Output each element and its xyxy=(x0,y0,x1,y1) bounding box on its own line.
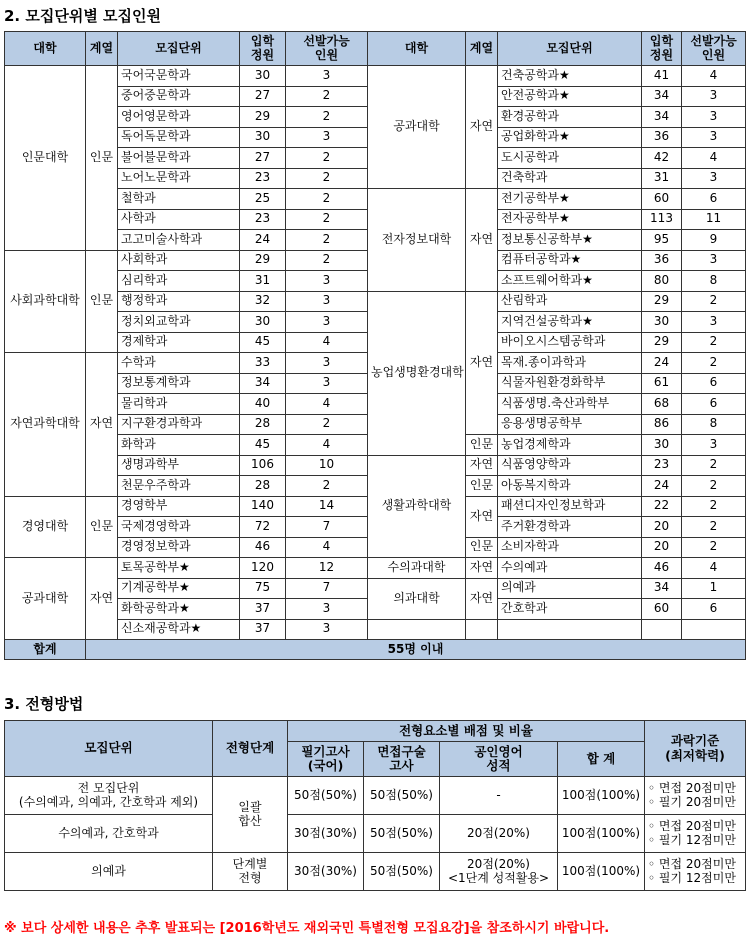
header-fail: 과락기준 (최저학력) xyxy=(645,721,746,777)
quota-cell: 29 xyxy=(240,107,286,128)
selectable-cell: 2 xyxy=(286,209,368,230)
unit-cell: 건축학과 xyxy=(498,168,642,189)
field-cell: 인문 xyxy=(466,537,498,558)
selectable-cell: 2 xyxy=(286,107,368,128)
unit-cell: 식물자원환경화학부 xyxy=(498,373,642,394)
unit-cell: 화학과 xyxy=(118,435,240,456)
unit-cell: 물리학과 xyxy=(118,394,240,415)
selectable-cell: 8 xyxy=(682,271,746,292)
unit-cell: 고고미술사학과 xyxy=(118,230,240,251)
t2-sum: 100점(100%) xyxy=(558,853,645,891)
field-cell: 인문 xyxy=(86,250,118,353)
empty-cell xyxy=(466,619,498,640)
field-cell: 자연 xyxy=(466,496,498,537)
quota-cell: 28 xyxy=(240,476,286,497)
selectable-cell: 4 xyxy=(682,66,746,87)
quota-cell: 30 xyxy=(642,312,682,333)
selectable-cell: 14 xyxy=(286,496,368,517)
unit-cell: 목재.종이과학과 xyxy=(498,353,642,374)
unit-cell: 아동복지학과 xyxy=(498,476,642,497)
t2-written: 30점(30%) xyxy=(288,815,364,853)
notice-text: ※ 보다 상세한 내용은 추후 발표되는 [2016학년도 재외국민 특별전형 모집요강]을 참조하시기 바랍니다. xyxy=(4,921,610,936)
t2-stage: 일괄 합산 xyxy=(213,777,288,853)
selectable-cell: 3 xyxy=(286,66,368,87)
selectable-cell: 12 xyxy=(286,558,368,579)
quota-cell: 23 xyxy=(240,209,286,230)
selectable-cell: 2 xyxy=(682,517,746,538)
quota-cell: 34 xyxy=(642,86,682,107)
selectable-cell: 2 xyxy=(286,148,368,169)
quota-cell: 29 xyxy=(240,250,286,271)
header-quota: 입학 정원 xyxy=(240,32,286,66)
header-unit: 모집단위 xyxy=(498,32,642,66)
quota-cell: 29 xyxy=(642,332,682,353)
selectable-cell: 4 xyxy=(682,148,746,169)
quota-cell: 28 xyxy=(240,414,286,435)
header-interview: 면접구술 고사 xyxy=(364,742,440,777)
selectable-cell: 6 xyxy=(682,373,746,394)
unit-cell: 행정학과 xyxy=(118,291,240,312)
selectable-cell: 2 xyxy=(682,332,746,353)
unit-cell: 농업경제학과 xyxy=(498,435,642,456)
quota-cell: 46 xyxy=(642,558,682,579)
t2-written: 50점(50%) xyxy=(288,777,364,815)
field-cell: 인문 xyxy=(86,496,118,558)
selectable-cell: 3 xyxy=(682,107,746,128)
header-field: 계열 xyxy=(86,32,118,66)
t2-unit: 전 모집단위 (수의예과, 의예과, 간호학과 제외) xyxy=(5,777,213,815)
selectable-cell: 2 xyxy=(286,476,368,497)
unit-cell: 기계공학부★ xyxy=(118,578,240,599)
section-2-title: 2. 모집단위별 모집인원 xyxy=(4,7,161,25)
quota-cell: 37 xyxy=(240,619,286,640)
selection-method-table xyxy=(4,720,746,891)
unit-cell: 수학과 xyxy=(118,353,240,374)
selectable-cell: 4 xyxy=(286,332,368,353)
quota-cell: 80 xyxy=(642,271,682,292)
unit-cell: 영어영문학과 xyxy=(118,107,240,128)
quota-cell: 120 xyxy=(240,558,286,579)
quota-cell: 20 xyxy=(642,537,682,558)
field-cell: 자연 xyxy=(466,578,498,619)
unit-cell: 생명과학부 xyxy=(118,455,240,476)
college-cell: 자연과학대학 xyxy=(5,353,86,497)
t2-unit: 수의예과, 간호학과 xyxy=(5,815,213,853)
t2-fail: ◦ 면접 20점미만 ◦ 필기 12점미만 xyxy=(645,853,746,891)
quota-cell: 40 xyxy=(240,394,286,415)
quota-cell: 60 xyxy=(642,189,682,210)
field-cell: 자연 xyxy=(86,558,118,640)
quota-cell: 24 xyxy=(240,230,286,251)
college-cell: 경영대학 xyxy=(5,496,86,558)
quota-cell: 42 xyxy=(642,148,682,169)
quota-cell: 27 xyxy=(240,148,286,169)
selectable-cell: 4 xyxy=(682,558,746,579)
college-cell: 공과대학 xyxy=(368,66,466,189)
unit-cell: 심리학과 xyxy=(118,271,240,292)
unit-cell: 컴퓨터공학과★ xyxy=(498,250,642,271)
header-stage: 전형단계 xyxy=(213,721,288,777)
unit-cell: 중어중문학과 xyxy=(118,86,240,107)
unit-cell: 국제경영학과 xyxy=(118,517,240,538)
t2-interview: 50점(50%) xyxy=(364,777,440,815)
header-college: 대학 xyxy=(368,32,466,66)
selectable-cell: 3 xyxy=(682,127,746,148)
field-cell: 자연 xyxy=(466,291,498,435)
unit-cell: 신소재공학과★ xyxy=(118,619,240,640)
selectable-cell: 2 xyxy=(682,537,746,558)
total-row xyxy=(5,640,746,660)
unit-cell: 소비자학과 xyxy=(498,537,642,558)
quota-cell: 33 xyxy=(240,353,286,374)
header-unit: 모집단위 xyxy=(5,721,213,777)
field-cell: 인문 xyxy=(86,66,118,251)
empty-cell xyxy=(368,619,466,640)
table-row xyxy=(5,66,746,87)
selectable-cell: 3 xyxy=(682,86,746,107)
quota-table xyxy=(4,31,746,660)
section-3-title: 3. 전형방법 xyxy=(4,695,84,713)
selectable-cell: 2 xyxy=(682,455,746,476)
field-cell: 자연 xyxy=(466,455,498,476)
field-cell: 자연 xyxy=(466,66,498,189)
selectable-cell: 1 xyxy=(682,578,746,599)
selectable-cell: 3 xyxy=(286,271,368,292)
college-cell: 공과대학 xyxy=(5,558,86,640)
selectable-cell: 3 xyxy=(682,435,746,456)
selectable-cell: 4 xyxy=(286,537,368,558)
selectable-cell: 7 xyxy=(286,517,368,538)
college-cell: 사회과학대학 xyxy=(5,250,86,353)
quota-cell: 34 xyxy=(642,107,682,128)
quota-cell: 106 xyxy=(240,455,286,476)
selectable-cell: 6 xyxy=(682,189,746,210)
t2-unit: 의예과 xyxy=(5,853,213,891)
field-cell: 자연 xyxy=(466,558,498,579)
quota-cell: 36 xyxy=(642,127,682,148)
unit-cell: 사학과 xyxy=(118,209,240,230)
selectable-cell: 2 xyxy=(286,230,368,251)
unit-cell: 노어노문학과 xyxy=(118,168,240,189)
selectable-cell: 9 xyxy=(682,230,746,251)
unit-cell: 경영학부 xyxy=(118,496,240,517)
unit-cell: 화학공학과★ xyxy=(118,599,240,620)
quota-cell: 24 xyxy=(642,476,682,497)
table-row xyxy=(5,558,746,579)
quota-cell: 30 xyxy=(240,127,286,148)
t2-fail: ◦ 면접 20점미만 ◦ 필기 12점미만 xyxy=(645,815,746,853)
header-college: 대학 xyxy=(5,32,86,66)
field-cell: 인문 xyxy=(466,435,498,456)
unit-cell: 간호학과 xyxy=(498,599,642,620)
field-cell: 인문 xyxy=(466,476,498,497)
quota-cell: 68 xyxy=(642,394,682,415)
selectable-cell: 10 xyxy=(286,455,368,476)
selectable-cell: 6 xyxy=(682,599,746,620)
header-element-group: 전형요소별 배점 및 비율 xyxy=(288,721,645,742)
unit-cell: 국어국문학과 xyxy=(118,66,240,87)
selectable-cell: 3 xyxy=(286,353,368,374)
quota-cell: 46 xyxy=(240,537,286,558)
quota-cell: 25 xyxy=(240,189,286,210)
college-cell: 생활과학대학 xyxy=(368,455,466,558)
header-field: 계열 xyxy=(466,32,498,66)
t2-interview: 50점(50%) xyxy=(364,853,440,891)
unit-cell: 천문우주학과 xyxy=(118,476,240,497)
quota-cell: 75 xyxy=(240,578,286,599)
selectable-cell: 7 xyxy=(286,578,368,599)
college-cell: 인문대학 xyxy=(5,66,86,251)
quota-cell: 60 xyxy=(642,599,682,620)
empty-cell xyxy=(682,619,746,640)
quota-cell: 32 xyxy=(240,291,286,312)
unit-cell: 지구환경과학과 xyxy=(118,414,240,435)
quota-cell: 30 xyxy=(642,435,682,456)
unit-cell: 식품생명.축산과학부 xyxy=(498,394,642,415)
unit-cell: 독어독문학과 xyxy=(118,127,240,148)
unit-cell: 건축공학과★ xyxy=(498,66,642,87)
quota-cell: 27 xyxy=(240,86,286,107)
selectable-cell: 2 xyxy=(682,353,746,374)
field-cell: 자연 xyxy=(86,353,118,497)
quota-cell: 31 xyxy=(240,271,286,292)
selectable-cell: 2 xyxy=(286,250,368,271)
quota-cell: 61 xyxy=(642,373,682,394)
quota-cell: 20 xyxy=(642,517,682,538)
header-english: 공인영어 성적 xyxy=(440,742,558,777)
selectable-cell: 8 xyxy=(682,414,746,435)
header-selectable: 선발가능 인원 xyxy=(286,32,368,66)
unit-cell: 사회학과 xyxy=(118,250,240,271)
selectable-cell: 3 xyxy=(286,373,368,394)
quota-cell: 34 xyxy=(642,578,682,599)
header-sum: 합 계 xyxy=(558,742,645,777)
unit-cell: 정치외교학과 xyxy=(118,312,240,333)
selectable-cell: 3 xyxy=(682,312,746,333)
quota-cell: 86 xyxy=(642,414,682,435)
selectable-cell: 3 xyxy=(286,312,368,333)
unit-cell: 소프트웨어학과★ xyxy=(498,271,642,292)
quota-cell: 95 xyxy=(642,230,682,251)
college-cell: 수의과대학 xyxy=(368,558,466,579)
selectable-cell: 2 xyxy=(682,476,746,497)
selectable-cell: 11 xyxy=(682,209,746,230)
t2-written: 30점(30%) xyxy=(288,853,364,891)
selectable-cell: 2 xyxy=(682,291,746,312)
empty-cell xyxy=(498,619,642,640)
selectable-cell: 3 xyxy=(286,619,368,640)
quota-cell: 31 xyxy=(642,168,682,189)
selectable-cell: 2 xyxy=(682,496,746,517)
quota-cell: 45 xyxy=(240,435,286,456)
unit-cell: 주거환경학과 xyxy=(498,517,642,538)
selectable-cell: 3 xyxy=(682,250,746,271)
selectable-cell: 2 xyxy=(286,414,368,435)
total-value: 55명 이내 xyxy=(86,640,746,660)
selectable-cell: 2 xyxy=(286,168,368,189)
quota-cell: 37 xyxy=(240,599,286,620)
unit-cell: 바이오시스템공학과 xyxy=(498,332,642,353)
unit-cell: 정보통계학과 xyxy=(118,373,240,394)
unit-cell: 공업화학과★ xyxy=(498,127,642,148)
quota-cell: 113 xyxy=(642,209,682,230)
selectable-cell: 2 xyxy=(286,86,368,107)
t2-english: 20점(20%) <1단계 성적활용> xyxy=(440,853,558,891)
unit-cell: 지역건설공학과★ xyxy=(498,312,642,333)
unit-cell: 안전공학과★ xyxy=(498,86,642,107)
selectable-cell: 2 xyxy=(286,189,368,210)
quota-cell: 23 xyxy=(240,168,286,189)
unit-cell: 의예과 xyxy=(498,578,642,599)
selectable-cell: 6 xyxy=(682,394,746,415)
quota-cell: 22 xyxy=(642,496,682,517)
header-unit: 모집단위 xyxy=(118,32,240,66)
quota-cell: 30 xyxy=(240,312,286,333)
quota-cell: 41 xyxy=(642,66,682,87)
quota-cell: 24 xyxy=(642,353,682,374)
unit-cell: 식품영양학과 xyxy=(498,455,642,476)
t2-sum: 100점(100%) xyxy=(558,777,645,815)
t2-fail: ◦ 면접 20점미만 ◦ 필기 20점미만 xyxy=(645,777,746,815)
quota-cell: 30 xyxy=(240,66,286,87)
unit-cell: 도시공학과 xyxy=(498,148,642,169)
unit-cell: 경제학과 xyxy=(118,332,240,353)
quota-cell: 36 xyxy=(642,250,682,271)
header-quota: 입학 정원 xyxy=(642,32,682,66)
total-label: 합계 xyxy=(5,640,86,660)
college-cell: 의과대학 xyxy=(368,578,466,619)
unit-cell: 응용생명공학부 xyxy=(498,414,642,435)
selectable-cell: 4 xyxy=(286,394,368,415)
t2-stage: 단계별 전형 xyxy=(213,853,288,891)
quota-cell: 29 xyxy=(642,291,682,312)
college-cell: 농업생명환경대학 xyxy=(368,291,466,455)
t2-english: 20점(20%) xyxy=(440,815,558,853)
college-cell: 전자정보대학 xyxy=(368,189,466,292)
unit-cell: 정보통신공학부★ xyxy=(498,230,642,251)
unit-cell: 산림학과 xyxy=(498,291,642,312)
selectable-cell: 4 xyxy=(286,435,368,456)
unit-cell: 패션디자인정보학과 xyxy=(498,496,642,517)
quota-cell: 140 xyxy=(240,496,286,517)
unit-cell: 불어불문학과 xyxy=(118,148,240,169)
unit-cell: 철학과 xyxy=(118,189,240,210)
t2-sum: 100점(100%) xyxy=(558,815,645,853)
unit-cell: 토목공학부★ xyxy=(118,558,240,579)
quota-cell: 23 xyxy=(642,455,682,476)
selectable-cell: 3 xyxy=(682,168,746,189)
t2-interview: 50점(50%) xyxy=(364,815,440,853)
quota-cell: 72 xyxy=(240,517,286,538)
unit-cell: 환경공학과 xyxy=(498,107,642,128)
t2-english: - xyxy=(440,777,558,815)
unit-cell: 수의예과 xyxy=(498,558,642,579)
field-cell: 자연 xyxy=(466,189,498,292)
header-written: 필기고사 (국어) xyxy=(288,742,364,777)
quota-cell: 34 xyxy=(240,373,286,394)
empty-cell xyxy=(642,619,682,640)
selectable-cell: 3 xyxy=(286,291,368,312)
selectable-cell: 3 xyxy=(286,127,368,148)
quota-cell: 45 xyxy=(240,332,286,353)
unit-cell: 전기공학부★ xyxy=(498,189,642,210)
selectable-cell: 3 xyxy=(286,599,368,620)
unit-cell: 경영정보학과 xyxy=(118,537,240,558)
header-selectable: 선발가능 인원 xyxy=(682,32,746,66)
unit-cell: 전자공학부★ xyxy=(498,209,642,230)
